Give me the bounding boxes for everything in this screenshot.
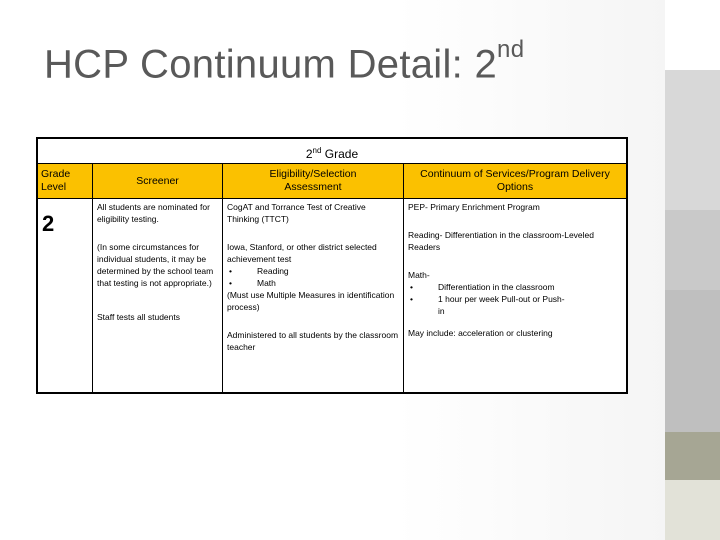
decorative-sidebar [665,0,720,540]
eligibility-text-2: Iowa, Stanford, or other district selected achievement test [227,242,377,264]
screener-cell [97,201,219,323]
sidebar-band-6 [665,480,720,540]
list-item: • Reading [229,266,289,276]
continuum-table [36,137,628,394]
screener-text-3: Staff tests all students [97,312,180,322]
bullet-icon: • [229,266,232,276]
eligibility-bullet-list [227,265,399,289]
grade-value: 2 [42,211,55,236]
bullet-icon: • [229,278,232,288]
table-header-number: 2 [305,147,313,161]
screener-text-2: (In some circumstances for individual students, it may be determined by the school team that testing is not appropriate.) [97,242,214,288]
header-divider [38,198,626,199]
continuum-text-2: Reading- Differentiation in the classroom-Leveled Readers [408,230,594,252]
list-item: • Math [229,278,276,288]
continuum-text-1: PEP- Primary Enrichment Program [408,202,540,212]
screener-text-1: All students are nominated for eligibility testing. [97,202,210,224]
eligibility-text-4: Administered to all students by the classroom teacher [227,330,399,352]
table-header [38,139,626,164]
bullet-icon: • [410,294,413,304]
eligibility-text-1: CogAT and Torrance Test of Creative Thinking (TTCT) [227,202,366,224]
eligibility-cell [227,201,399,353]
col-header-screener: Screener [93,164,222,198]
list-item: • 1 hour per week Pull-out or Push-in [410,294,565,316]
sidebar-band-1 [665,0,720,70]
list-item: • Differentiation in the classroom [410,282,555,292]
table-header-superscript: nd [312,146,322,155]
bullet-icon: • [410,282,413,292]
column-divider-2 [222,164,223,392]
title-text: HCP Continuum Detail: 2 [44,42,498,87]
continuum-text-3: Math- [408,270,430,280]
col-header-continuum: Continuum of Services/Program Delivery Options [404,164,626,198]
col-header-grade-level: Grade Level [38,164,92,198]
column-divider-3 [403,164,404,392]
continuum-text-4: May include: acceleration or clustering [408,328,553,338]
sidebar-band-2 [665,70,720,210]
continuum-cell [408,201,620,339]
table-header-label: Grade [321,147,359,161]
title-superscript: nd [497,36,525,63]
col-header-eligibility: Eligibility/Selection Assessment [223,164,403,198]
eligibility-text-3: (Must use Multiple Measures in identification process) [227,290,395,312]
continuum-bullet-list [408,281,620,317]
page-title [44,36,525,87]
sidebar-band-4 [665,290,720,432]
sidebar-band-5 [665,432,720,480]
column-divider-1 [92,164,93,392]
sidebar-band-3 [665,210,720,290]
